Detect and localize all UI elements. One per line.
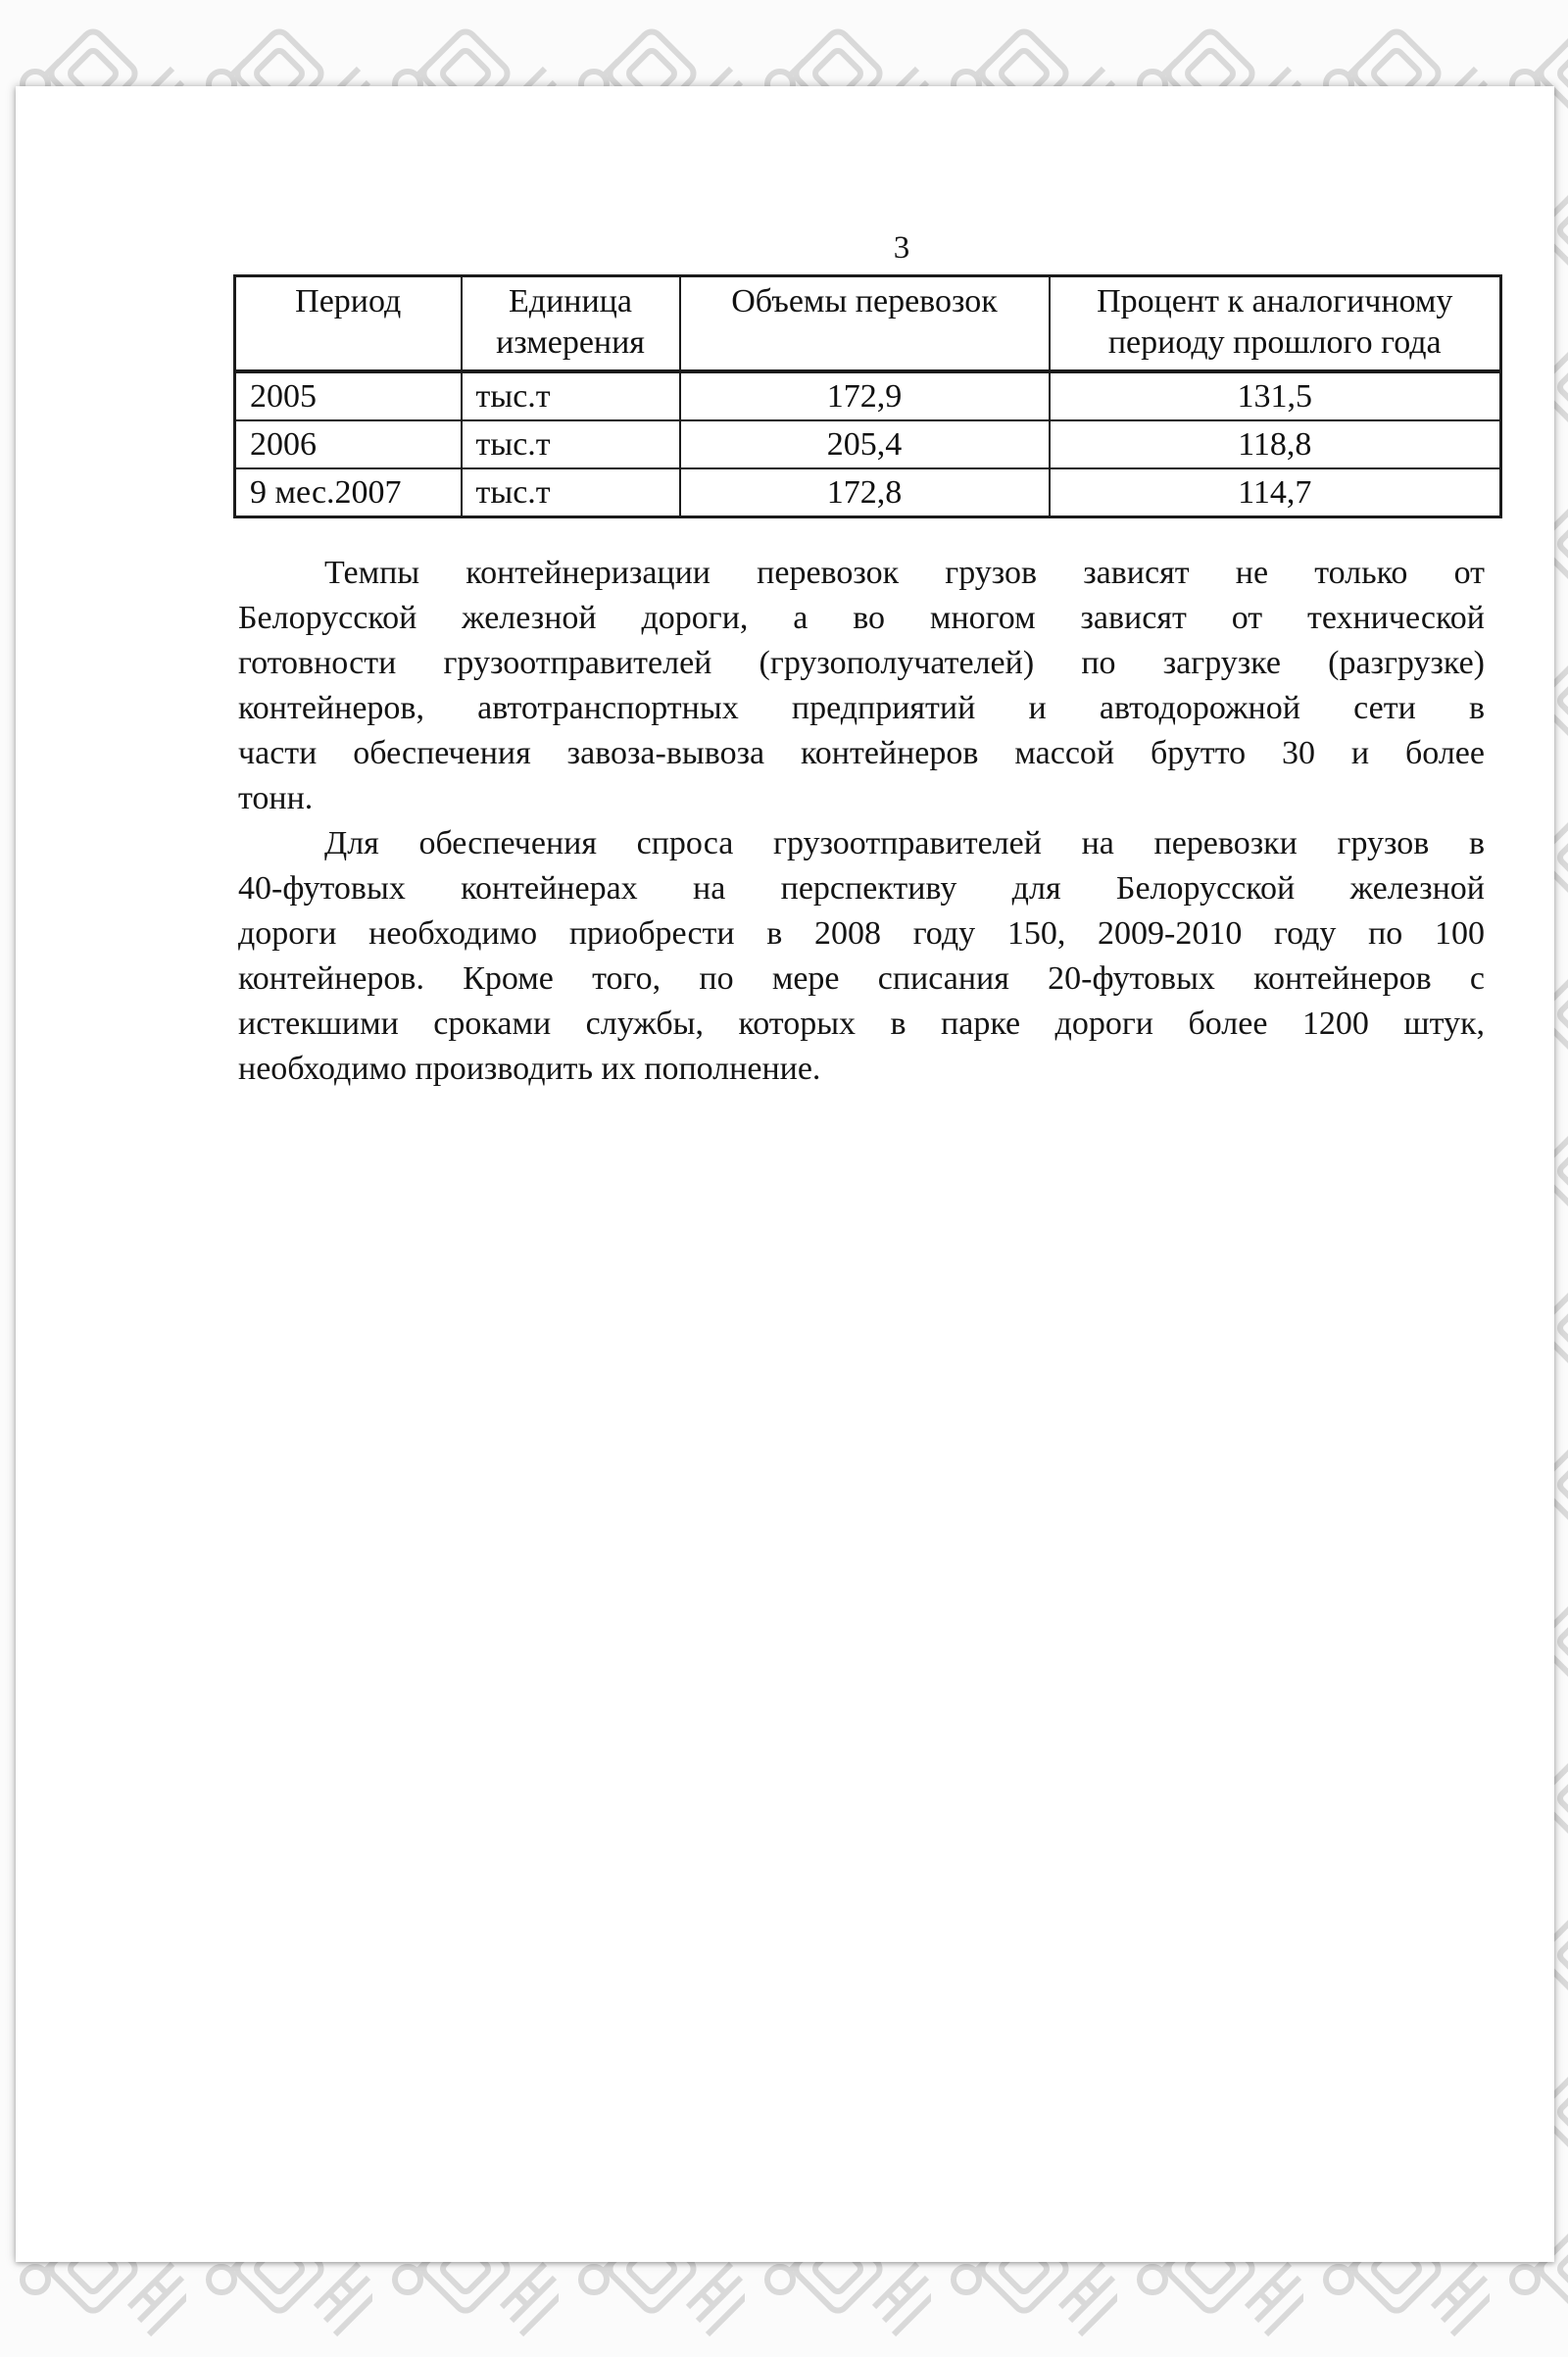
cell-volume: 172,9: [680, 371, 1050, 420]
table-header-row: [235, 276, 1501, 372]
paragraph-line: дороги необходимо приобрести в 2008 году 150, 2009-2010 году по 100: [238, 915, 1485, 952]
paragraph-line: контейнеров. Кроме того, по мере списания 20-футовых контейнеров с: [238, 960, 1485, 997]
cell-percent: 118,8: [1050, 420, 1501, 468]
document-page: [16, 86, 1554, 2262]
cell-unit: тыс.т: [462, 420, 680, 468]
col-header-unit: Единица измерения: [462, 276, 680, 372]
paragraph-line: истекшими сроками службы, которых в парке дороги более 1200 штук,: [238, 1006, 1485, 1042]
table-row: [235, 468, 1501, 517]
table-row: [235, 371, 1501, 420]
page-number: 3: [893, 230, 910, 266]
cell-period: 9 мес.2007: [235, 468, 462, 517]
paragraph: [238, 821, 1485, 1092]
freight-volumes-table: [233, 274, 1502, 518]
cell-unit: тыс.т: [462, 371, 680, 420]
paragraph-line: Для обеспечения спроса грузоотправителей на перевозки грузов в: [324, 825, 1485, 861]
col-header-percent: Процент к аналогичному периоду прошлого года: [1050, 276, 1501, 372]
cell-unit: тыс.т: [462, 468, 680, 517]
cell-period: 2006: [235, 420, 462, 468]
paragraph-line: Темпы контейнеризации перевозок грузов зависят не только от: [324, 555, 1485, 591]
cell-volume: 172,8: [680, 468, 1050, 517]
paragraph-line: контейнеров, автотранспортных предприятий и автодорожной сети в: [238, 690, 1485, 726]
paragraph-line: тонн.: [238, 780, 314, 816]
table-row: [235, 420, 1501, 468]
paragraph-line: необходимо производить их пополнение.: [238, 1051, 821, 1087]
paragraph-line: 40-футовых контейнерах на перспективу для Белорусской железной: [238, 870, 1485, 907]
cell-volume: 205,4: [680, 420, 1050, 468]
cell-percent: 131,5: [1050, 371, 1501, 420]
paragraph-line: готовности грузоотправителей (грузополучателей) по загрузке (разгрузке): [238, 645, 1485, 681]
cell-percent: 114,7: [1050, 468, 1501, 517]
paragraph-line: части обеспечения завоза-вывоза контейнеров массой брутто 30 и более: [238, 735, 1485, 771]
paragraph: [238, 551, 1485, 821]
col-header-volume: Объемы перевозок: [680, 276, 1050, 372]
paragraph-line: Белорусской железной дороги, а во многом зависят от технической: [238, 600, 1485, 636]
document-body-text: [238, 551, 1485, 1092]
col-header-period: Период: [235, 276, 462, 372]
cell-period: 2005: [235, 371, 462, 420]
